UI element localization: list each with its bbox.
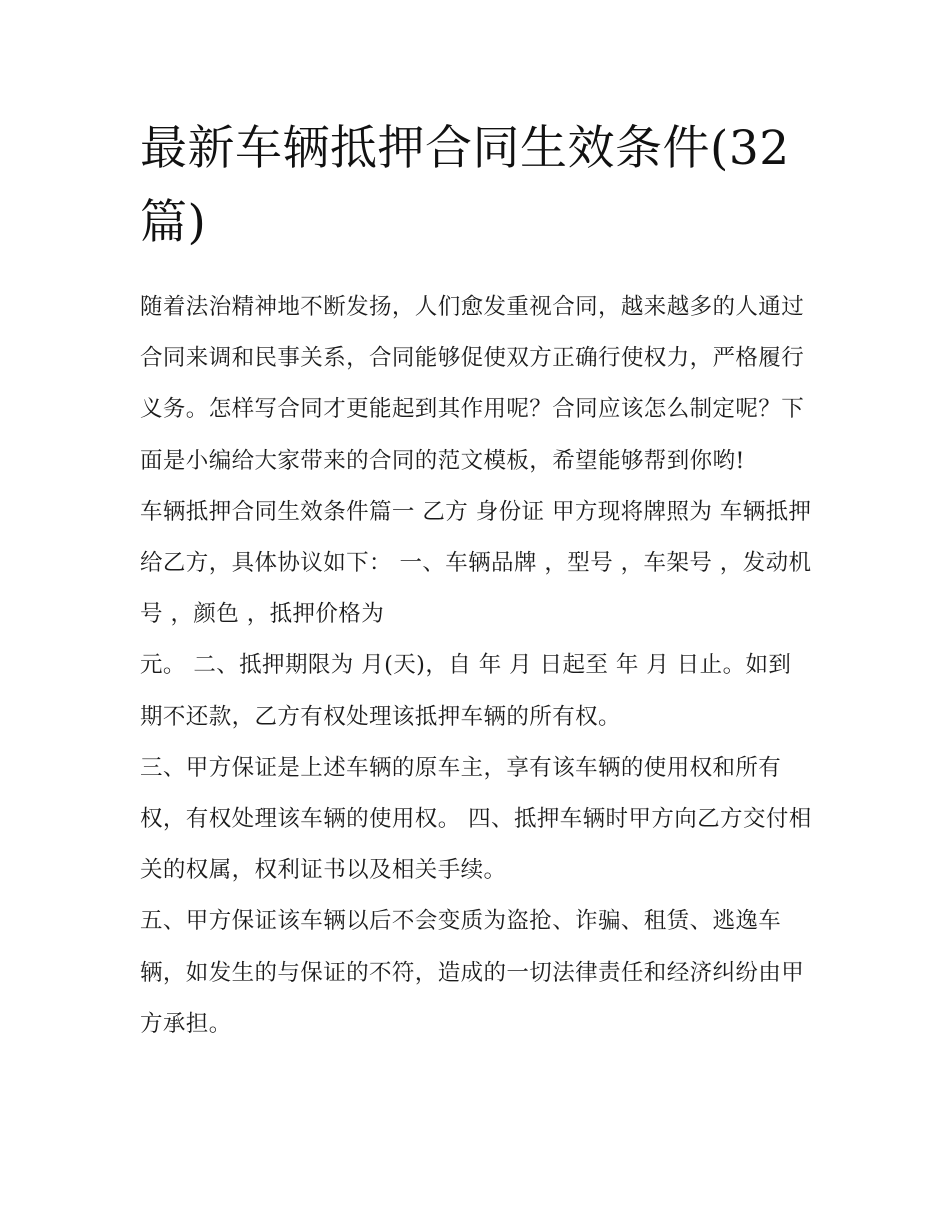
article-3-4-paragraph: 三、甲方保证是上述车辆的原车主，享有该车辆的使用权和所有权，有权处理该车辆的使用权。 四、抵押车辆时甲方向乙方交付相关的权属，权利证书以及相关手续。 — [140, 754, 812, 884]
article-1-paragraph: 车辆抵押合同生效条件篇一 乙方 身份证 甲方现将牌照为 车辆抵押给乙方，具体协议如下： 一、车辆品牌 ，型号 ，车架号 ，发动机号 ，颜色 ，抵押价格为 — [140, 498, 812, 628]
intro-paragraph: 随着法治精神地不断发扬，人们愈发重视合同，越来越多的人通过合同来调和民事关系，合同能够促使双方正确行使权力，严格履行义务。怎样写合同才更能起到其作用呢？合同应该怎么制定呢？下面是小编给大家带来的合同的范文模板，希望能够帮到你哟! — [140, 294, 805, 474]
document-title: 最新车辆抵押合同生效条件(32篇) — [140, 121, 790, 250]
article-2-paragraph: 元。 二、抵押期限为 月(天)，自 年 月 日起至 年 月 日止。如到期不还款，乙方有权处理该抵押车辆的所有权。 — [140, 652, 792, 730]
document-body — [140, 112, 812, 1050]
article-5-paragraph: 五、甲方保证该车辆以后不会变质为盗抢、诈骗、租赁、逃逸车辆，如发生的与保证的不符，造成的一切法律责任和经济纠纷由甲方承担。 — [140, 908, 805, 1037]
